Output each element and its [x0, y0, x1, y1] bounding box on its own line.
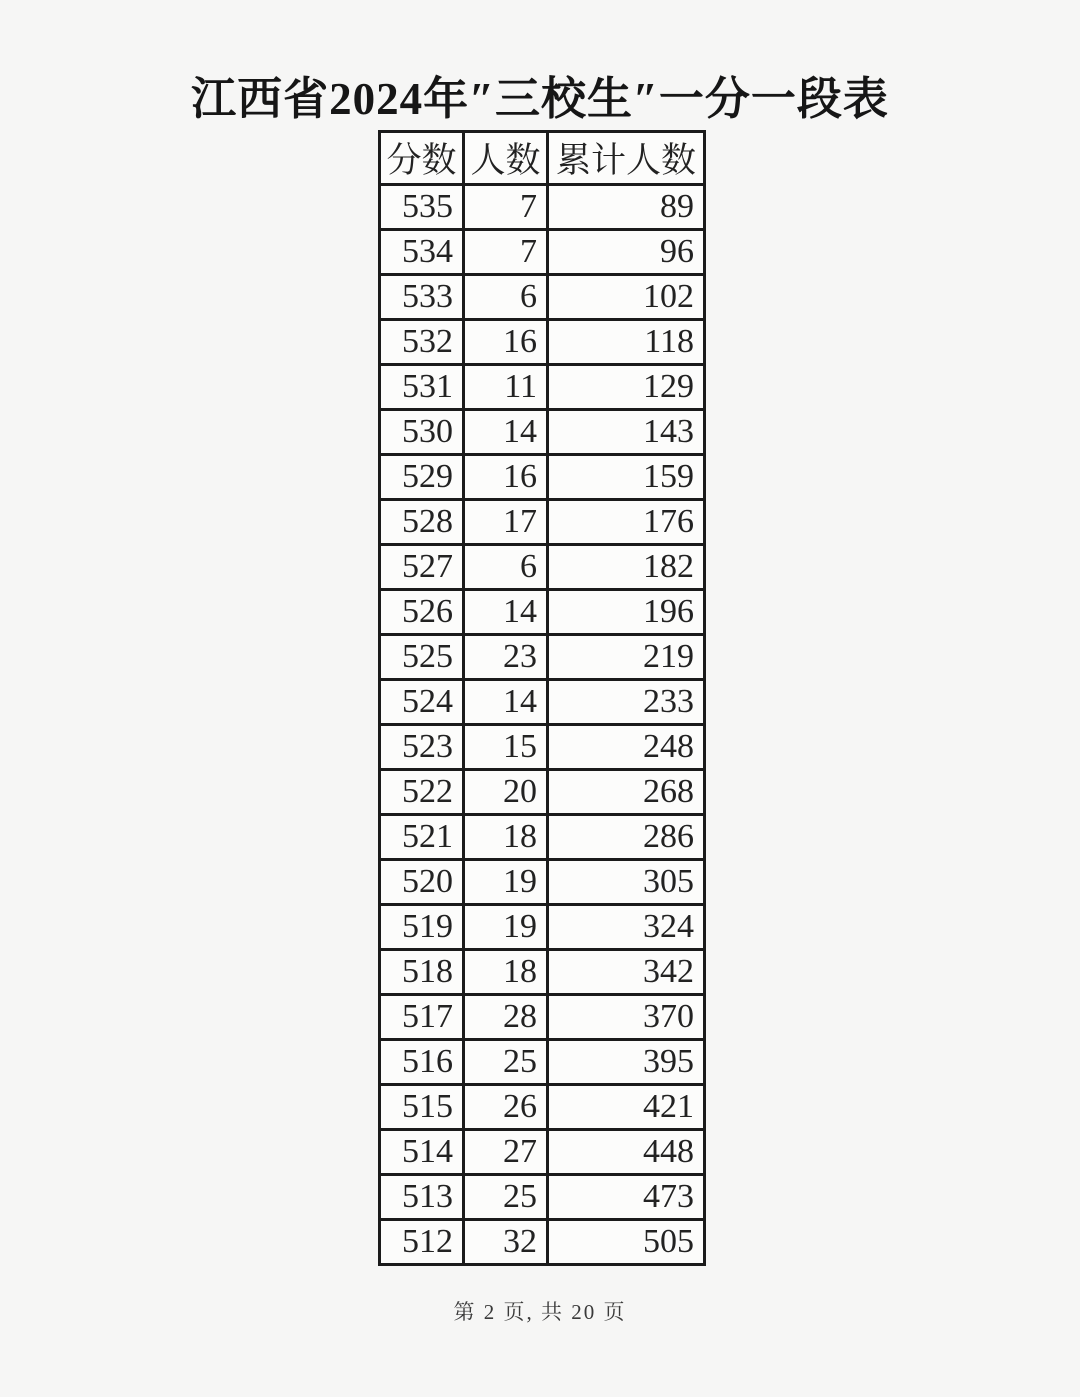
table-body	[380, 185, 705, 1265]
table-row	[380, 1040, 705, 1085]
table-row	[380, 995, 705, 1040]
score-cell: 521	[380, 815, 464, 860]
cumulative-cell: 219	[548, 635, 705, 680]
table-row	[380, 860, 705, 905]
table-row	[380, 680, 705, 725]
cumulative-cell: 505	[548, 1220, 705, 1265]
cumulative-cell: 89	[548, 185, 705, 230]
table-row	[380, 185, 705, 230]
score-cell: 517	[380, 995, 464, 1040]
header-cumulative: 累计人数	[548, 132, 705, 185]
score-cell: 512	[380, 1220, 464, 1265]
table-row	[380, 1175, 705, 1220]
score-cell: 516	[380, 1040, 464, 1085]
cumulative-cell: 233	[548, 680, 705, 725]
cumulative-cell: 305	[548, 860, 705, 905]
cumulative-cell: 473	[548, 1175, 705, 1220]
score-cell: 531	[380, 365, 464, 410]
score-cell: 519	[380, 905, 464, 950]
count-cell: 25	[464, 1175, 548, 1220]
count-cell: 19	[464, 860, 548, 905]
count-cell: 19	[464, 905, 548, 950]
score-cell: 526	[380, 590, 464, 635]
cumulative-cell: 370	[548, 995, 705, 1040]
score-cell: 523	[380, 725, 464, 770]
score-cell: 514	[380, 1130, 464, 1175]
table-row	[380, 950, 705, 995]
score-cell: 532	[380, 320, 464, 365]
count-cell: 6	[464, 545, 548, 590]
cumulative-cell: 159	[548, 455, 705, 500]
cumulative-cell: 118	[548, 320, 705, 365]
cumulative-cell: 176	[548, 500, 705, 545]
score-cell: 524	[380, 680, 464, 725]
count-cell: 7	[464, 230, 548, 275]
score-cell: 529	[380, 455, 464, 500]
table-row	[380, 725, 705, 770]
score-cell: 527	[380, 545, 464, 590]
table-row	[380, 770, 705, 815]
score-cell: 530	[380, 410, 464, 455]
count-cell: 20	[464, 770, 548, 815]
header-score: 分数	[380, 132, 464, 185]
cumulative-cell: 143	[548, 410, 705, 455]
table-row	[380, 500, 705, 545]
cumulative-cell: 395	[548, 1040, 705, 1085]
count-cell: 14	[464, 590, 548, 635]
score-cell: 525	[380, 635, 464, 680]
count-cell: 11	[464, 365, 548, 410]
count-cell: 32	[464, 1220, 548, 1265]
count-cell: 27	[464, 1130, 548, 1175]
count-cell: 15	[464, 725, 548, 770]
table-row	[380, 455, 705, 500]
score-cell: 522	[380, 770, 464, 815]
table-row	[380, 590, 705, 635]
count-cell: 26	[464, 1085, 548, 1130]
count-cell: 6	[464, 275, 548, 320]
count-cell: 23	[464, 635, 548, 680]
count-cell: 14	[464, 410, 548, 455]
table-row	[380, 365, 705, 410]
count-cell: 16	[464, 455, 548, 500]
table-row	[380, 1085, 705, 1130]
score-cell: 513	[380, 1175, 464, 1220]
table-row	[380, 815, 705, 860]
score-cell: 520	[380, 860, 464, 905]
count-cell: 18	[464, 815, 548, 860]
cumulative-cell: 448	[548, 1130, 705, 1175]
cumulative-cell: 196	[548, 590, 705, 635]
count-cell: 17	[464, 500, 548, 545]
table-row	[380, 635, 705, 680]
score-cell: 528	[380, 500, 464, 545]
page-number-footer: 第 2 页, 共 20 页	[453, 1300, 627, 1324]
cumulative-cell: 102	[548, 275, 705, 320]
score-distribution-table	[378, 130, 706, 1266]
score-cell: 515	[380, 1085, 464, 1130]
score-cell: 533	[380, 275, 464, 320]
table-row	[380, 1130, 705, 1175]
cumulative-cell: 96	[548, 230, 705, 275]
table-row	[380, 905, 705, 950]
table-row	[380, 545, 705, 590]
cumulative-cell: 324	[548, 905, 705, 950]
cumulative-cell: 129	[548, 365, 705, 410]
count-cell: 25	[464, 1040, 548, 1085]
cumulative-cell: 342	[548, 950, 705, 995]
table-row	[380, 320, 705, 365]
score-cell: 534	[380, 230, 464, 275]
cumulative-cell: 286	[548, 815, 705, 860]
count-cell: 7	[464, 185, 548, 230]
table-row	[380, 275, 705, 320]
table-header-row	[380, 132, 705, 185]
score-cell: 535	[380, 185, 464, 230]
table-row	[380, 1220, 705, 1265]
count-cell: 16	[464, 320, 548, 365]
count-cell: 18	[464, 950, 548, 995]
cumulative-cell: 268	[548, 770, 705, 815]
table-row	[380, 410, 705, 455]
count-cell: 14	[464, 680, 548, 725]
cumulative-cell: 182	[548, 545, 705, 590]
cumulative-cell: 421	[548, 1085, 705, 1130]
table-row	[380, 230, 705, 275]
page-title: 江西省2024年″三校生″一分一段表	[191, 74, 889, 124]
header-count: 人数	[464, 132, 548, 185]
count-cell: 28	[464, 995, 548, 1040]
score-cell: 518	[380, 950, 464, 995]
cumulative-cell: 248	[548, 725, 705, 770]
